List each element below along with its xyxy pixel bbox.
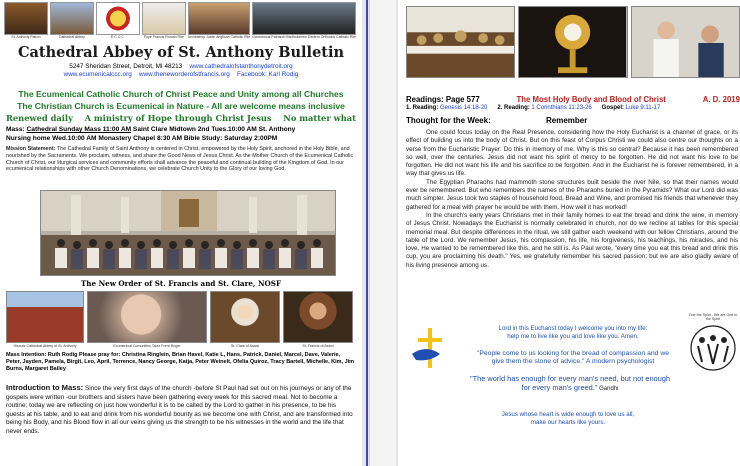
no-matter-what: No matter what [283, 113, 356, 123]
congregation-photo [40, 190, 336, 276]
eucharist-photo-strip [406, 6, 740, 78]
page-divider [366, 0, 368, 466]
sunday-mass: Cathedral Sunday Mass 11:00 AM [26, 126, 132, 133]
photo-archbishop: Archbishop Justin Anglican Catholic Rite [188, 2, 251, 43]
photo-st-francis: St. Francis of Assisi [283, 291, 353, 349]
year: A. D. 2019 [702, 95, 740, 104]
street-address: 5247 Sheridan Street, Detroit, MI 48213 [69, 63, 183, 70]
introduction-to-mass: Introduction to Mass: Since the very first days of the church -before St Paul had set out on his journeys or any of the gospels were written -our brothers and sisters have been gathering every week for this sacred meal. Not to become a routine; today we are reflecting on just how wonderful it is to be called by the Lord to gather in his presence, to be his guests at his table, and to eat and drink from his wonderful bounty as we become one with Christ, and are transformed into being his Body, and his Blood flow in all our veins giving us the strength to be his witnesses in the world and the life that never ends. [6, 383, 353, 435]
communion-photo [631, 6, 740, 78]
reflection-paragraph: The Egyptian Pharaohs had mammoth stone structures built beside the river Nile, so that their names would ever be remembered. But who remembers the names of the Pharaohs buried in the Pyramids? What our Lord did was much simpler. Jesus took two staples of household food, Bread and Wine, and promised his friends that whenever they gathered for a meal with prayer he would be with them. How well it has worked! [406, 178, 738, 211]
header-photo-strip [4, 2, 356, 43]
reflection-paragraph: In the church's early years Christians met in their family homes to eat the bread and drink the wine, in memory of Jesus Christ. Nowadays the Eucharist is normally celebrated in church, nor do we recline at tables for this special memorial meal. But despite differences in the ritual, we still gather each weekend with our fellow Christians, around the table of the Lord. We remember Jesus, his compassion, his life, his forgiveness, his teachings, his miracles, and his love. He wanted to be remembered like this, and he still is. As Paul wrote, "every time you eat this bread and drink this cup, you are proclaiming his death." Yes, we gratefully remember his sacred passion; but we are also gladly aware of his living presence among us. [406, 211, 738, 269]
reflection-text [406, 129, 738, 270]
photo-st-anthony: St. Anthony Patron [4, 2, 48, 43]
photo-st-clare: St. Clare of Assisi [210, 291, 280, 349]
closing-prayer: Jesus whose heart is wide enough to love us all, make our hearts like yours. [501, 411, 635, 426]
website-link-2[interactable]: www.ecumenicalccc.org [63, 71, 132, 78]
ministry-of-hope: A ministry of Hope through Christ Jesus [84, 113, 272, 123]
photo-historic-cathedral: Historic Cathedral Abbey of St. Anthony [6, 291, 84, 349]
bulletin-page-left [0, 0, 362, 466]
photo-pope: Pope Francis Roman Rite [142, 2, 186, 43]
readings-page: Readings: Page 577 [406, 95, 480, 104]
page-gutter [369, 0, 396, 466]
reflection-paragraph: One could focus today on the Real Presence, considering how the Holy Eucharist is a channel of grace, or its effect of building us into the body of Christ. But on this feast of Corpus Christi we could also centre our thoughts on a verse from the Eucharistic Prayer: Do this in memory of me. Why is this so central? Because it has been remembered so well, over the centuries. Jesus did not want his spirit of mercy to be forgotten. He did not want his love to be forgotten. He did not want his life and his sacrifice to be forgotten. And in the Eucharist he is forever remembered, in a way that gives us life. [406, 129, 738, 178]
facebook-link[interactable]: Facebook: Karl Rodig [236, 71, 299, 78]
address-line [0, 63, 362, 71]
nosf-caption: The New Order of St. Francis and St. Clare, NOSF [80, 279, 282, 288]
last-supper-painting [406, 6, 515, 78]
psychologist-quote: "People come to us looking for the bread of compassion and we give them the stone of advice." A modern psychologist [476, 350, 670, 365]
prayer-block: Lord in this Eucharist today I welcome you into my life; help me to live like you and love like you. Amen. [498, 325, 648, 340]
saints-photo-row [6, 291, 354, 349]
reading-2-ref: 1 Corinthians 11:23-26 [531, 105, 592, 111]
monstrance-photo [518, 6, 627, 78]
gandhi-quote: "The world has enough for every man's need, but not enough for every man's greed." Gandhi [469, 374, 671, 392]
photo-frere-roger: Ecumenical Comunities Taize Frere Roger [87, 291, 207, 349]
mission-statement: Mission Statement: The Cathedral Family of Saint Anthony is centered in Christ, empowered by the Holy Spirit, anchored in the Holy Bible, and nourished by the Sacraments. We proclaim, witness, and share the Good News of Jesus Christ. As the Mother Church of the Ecumenical Catholic Church of Christ, our liturgical services and community efforts shall advance the peaceful and continual building of the Kingdom of God. In our ecumenical relationships with other Church Denominations, we celebrate Church Unity to the Glory of our loving God. [6, 146, 354, 173]
renewed-daily: Renewed daily [6, 113, 73, 123]
one-in-spirit-icon [688, 320, 738, 376]
dove-cross-icon [406, 324, 454, 372]
feast-title: The Most Holy Body and Blood of Christ [516, 95, 666, 104]
mass-intention: Mass Intention: Ruth Rodig Please pray for: Christina Ringlein, Brian Havel, Katie L, Hans, Patrick, Daniel, Marcel, Dave, Valerie, Peter, Jayden, Pamela, Birgit, Leo, April, Terrence, Nancy George, Katja, Peter Weinelt, Ofelia Quiroz, Tracy Bartell, Michelle, Kim, Jim Burns, Margaret Bailey [6, 352, 355, 372]
ecumenical-line-2: The Christian Church is Ecumenical in Nature - All are welcome means inclusive [17, 101, 345, 111]
reading-1-ref: Genesis 14:18-20 [440, 105, 488, 111]
mass-schedule: Mass: Cathedral Sunday Mass 11:00 AM Saint Clare Midtown 2nd Tues.10:00 AM St. Anthony Nursing home Wed.10:00 AM Monastery Chapel 8:30 AM Bible Study: Saturday 2:00PM [6, 126, 296, 142]
ecumenical-line-3 [6, 113, 356, 123]
website-link-1[interactable]: www.cathedralofstanthonydetroit.org [189, 63, 293, 70]
photo-eccc-seal: E.C.C.C. [96, 2, 140, 43]
bulletin-page-right [398, 0, 740, 466]
photo-patriarch: Ecumenical Patriarch Bartholomew Eastern Orthodox Catholic Rite [252, 2, 356, 43]
reading-references: 1. Reading: Genesis 14:18-20 2. Reading: 1 Corinthians 11:23-26 Gospel: Luke 9:11-17 [406, 105, 661, 111]
gospel-ref: Luke 9:11-17 [625, 105, 661, 111]
hands-caption: One the Spirit - We are One in the Spirit [688, 313, 738, 321]
links-line [0, 71, 362, 79]
photo-cathedral: Cathedral Abbey [50, 2, 94, 43]
prayer-list: Christina Ringlein, Brian Havel, Katie L, Hans, Patrick, Daniel, Marcel, Dave, Valerie, Peter, Jayden, Pamela, Birgit, Leo, April, Terrence, Nancy George, Katja, Peter Weinelt, Ofelia Quiroz, Tracy Bartell, Michelle, Kim, Jim Burns, Margaret Bailey [6, 352, 355, 372]
website-link-3[interactable]: www.theneworderofstfrancis.org [138, 71, 230, 78]
readings-header [406, 95, 740, 104]
thought-for-week: Thought for the Week: Remember [406, 116, 588, 125]
thought-title: Remember [546, 116, 588, 125]
ecumenical-line-1: The Ecumenical Catholic Church of Christ Peace and Unity among all Churches [18, 89, 344, 99]
bulletin-title: Cathedral Abbey of St. Anthony Bulletin [17, 44, 345, 61]
mass-schedule-line-2: Nursing home Wed.10:00 AM Monastery Chapel 8:30 AM Bible Study: Saturday 2:00PM [6, 134, 278, 142]
